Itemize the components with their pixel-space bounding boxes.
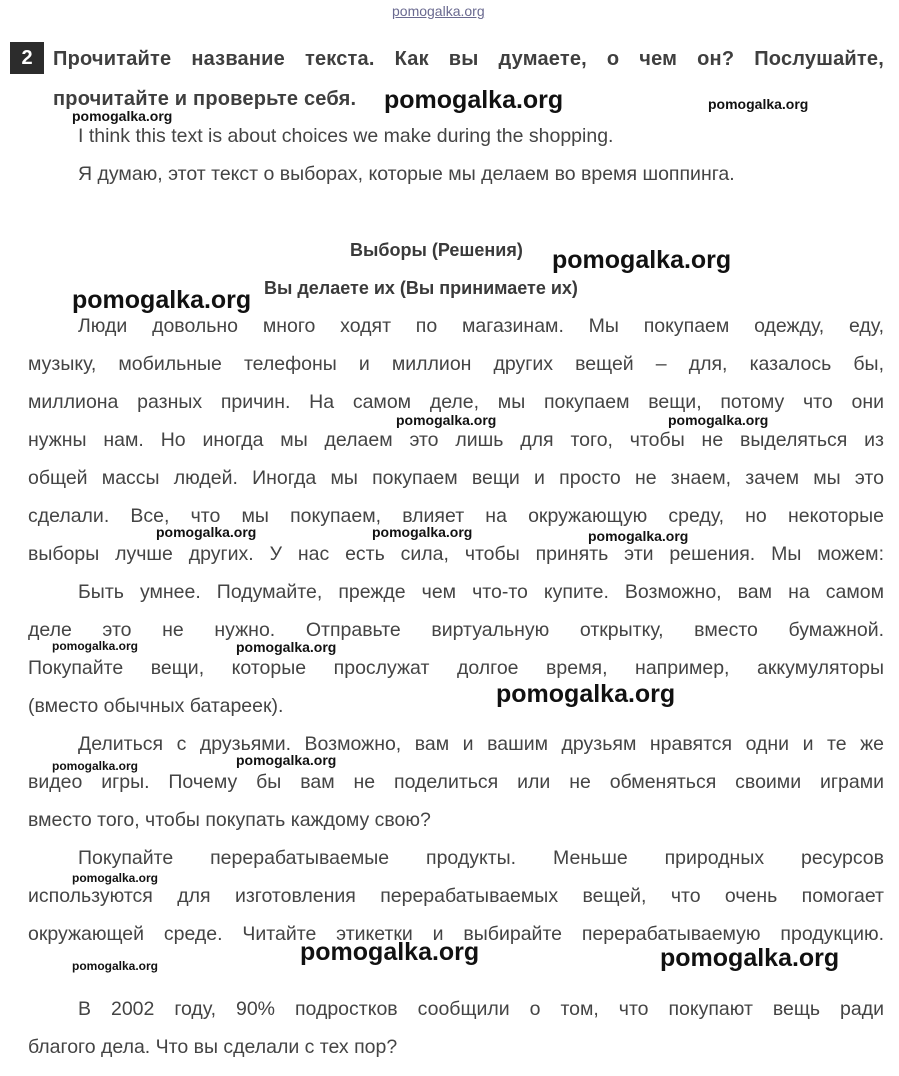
watermark: pomogalka.org [156,524,257,540]
text-line: сделали. Все, что мы покупаем, влияет на окружающую среду, но некоторые [28,505,884,527]
watermark: pomogalka.org [52,639,139,653]
text-line: Быть умнее. Подумайте, прежде чем что-то купите. Возможно, вам на самом [78,581,884,603]
task-number-badge: 2 [10,42,44,74]
text-line: деле это не нужно. Отправьте виртуальную открытку, вместо бумажной. [28,619,884,641]
text-line: видео игры. Почему бы вам не поделиться или не обменяться своими играми [28,771,884,793]
watermark: pomogalka.org [372,524,473,540]
watermark: pomogalka.org [72,959,159,973]
text-line: В 2002 году, 90% подростков сообщили о том, что покупают вещь ради [78,998,884,1020]
watermark: pomogalka.org [396,412,497,428]
watermark: pomogalka.org [72,108,173,124]
watermark: pomogalka.org [72,871,159,885]
watermark: pomogalka.org [496,680,676,708]
top-watermark: pomogalka.org [392,3,485,19]
text-subtitle: Вы делаете их (Вы принимаете их) [264,278,578,298]
text-title: Выборы (Решения) [350,240,523,260]
watermark: pomogalka.org [72,286,252,314]
text-line: Делиться с друзьями. Возможно, вам и вашим друзьям нравятся одни и те же [78,733,884,755]
answer-russian: Я думаю, этот текст о выборах, которые мы делаем во время шоппинга. [78,163,735,185]
task-instruction-line1: Прочитайте название текста. Как вы думаете, о чем он? Послушайте, [53,48,884,70]
text-line: Покупайте перерабатываемые продукты. Меньше природных ресурсов [78,847,884,869]
text-line: благого дела. Что вы сделали с тех пор? [28,1036,398,1058]
text-line: миллиона разных причин. На самом деле, мы покупаем вещи, потому что они [28,391,884,413]
watermark: pomogalka.org [384,86,564,114]
text-line: вместо того, чтобы покупать каждому свою? [28,809,431,831]
text-line: нужны нам. Но иногда мы делаем это лишь для того, чтобы не выделяться из [28,429,884,451]
watermark: pomogalka.org [52,759,139,773]
answer-english: I think this text is about choices we make during the shopping. [78,125,614,147]
watermark: pomogalka.org [236,639,337,655]
text-line: используются для изготовления перерабатываемых вещей, что очень помогает [28,885,884,907]
text-line: музыку, мобильные телефоны и миллион других вещей – для, казалось бы, [28,353,884,375]
text-line: общей массы людей. Иногда мы покупаем вещи и просто не знаем, зачем мы это [28,467,884,489]
watermark: pomogalka.org [588,528,689,544]
watermark: pomogalka.org [668,412,769,428]
text-line: (вместо обычных батареек). [28,695,284,717]
text-line: окружающей среде. Читайте этикетки и выбирайте перерабатываемую продукцию. [28,923,884,945]
watermark: pomogalka.org [660,944,840,972]
text-line: Люди довольно много ходят по магазинам. Мы покупаем одежду, еду, [78,315,884,337]
task-instruction-line2: прочитайте и проверьте себя. [53,88,357,110]
text-line: выборы лучше других. У нас есть сила, чтобы принять эти решения. Мы можем: [28,543,884,565]
text-line: Покупайте вещи, которые прослужат долгое время, например, аккумуляторы [28,657,884,679]
watermark: pomogalka.org [552,246,732,274]
watermark: pomogalka.org [236,752,337,768]
watermark: pomogalka.org [300,938,480,966]
watermark: pomogalka.org [708,96,809,112]
